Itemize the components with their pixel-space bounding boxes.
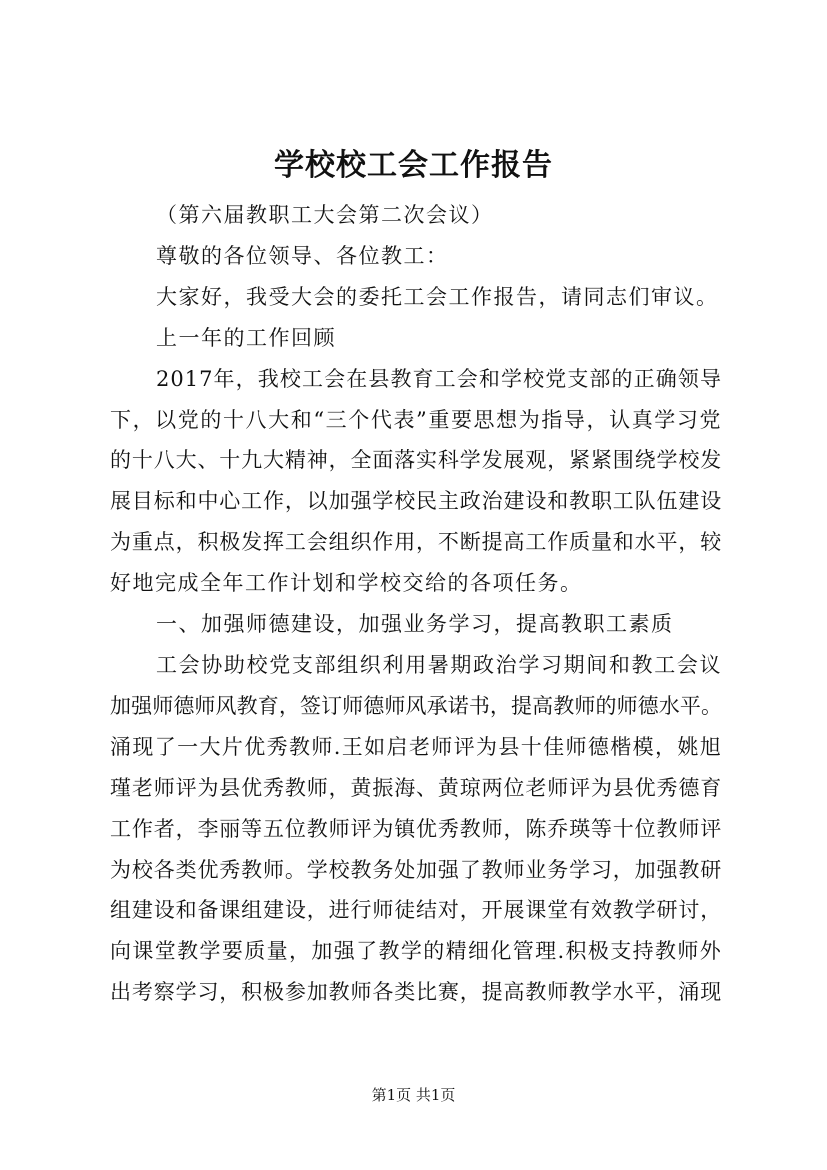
body-line: 向课堂教学要质量，加强了教学的精细化管理.积极支持教师外 — [110, 939, 722, 964]
body-line: （第六届教职工大会第二次会议） — [156, 203, 494, 227]
body-line: 大家好，我受大会的委托工会工作报告，请同志们审议。 — [156, 284, 719, 309]
body-line: 上一年的工作回顾 — [156, 325, 336, 350]
body-line: 工会协助校党支部组织利用暑期政治学习期间和教工会议 — [156, 652, 722, 677]
page-footer: 第1页 共1页 — [371, 1086, 456, 1104]
body-line: 一、加强师德建设，加强业务学习，提高教职工素质 — [156, 612, 674, 637]
body-line: 组建设和备课组建设，进行师徒结对，开展课堂有效教学研讨， — [110, 898, 722, 923]
body-line: 为校各类优秀教师。学校教务处加强了教师业务学习，加强教研 — [110, 857, 722, 882]
document-title: 学校校工会工作报告 — [274, 148, 553, 183]
body-line: 好地完成全年工作计划和学校交给的各项任务。 — [110, 571, 583, 596]
body-line: 下，以党的十八大和“三个代表”重要思想为指导，认真学习党 — [110, 407, 722, 432]
body-line: 展目标和中心工作，以加强学校民主政治建设和教职工队伍建设 — [110, 489, 722, 514]
document-body — [110, 195, 722, 1013]
body-line: 为重点，积极发挥工会组织作用，不断提高工作质量和水平，较 — [110, 530, 722, 555]
body-line: 瑾老师评为县优秀教师，黄振海、黄琼两位老师评为县优秀德育 — [110, 775, 722, 800]
body-line: 2017年，我校工会在县教育工会和学校党支部的正确领导 — [156, 366, 722, 391]
body-line: 加强师德师风教育，签订师德师风承诺书，提高教师的师德水平。 — [110, 693, 722, 718]
body-line: 涌现了一大片优秀教师.王如启老师评为县十佳师德楷模，姚旭 — [110, 734, 722, 759]
body-line: 工作者，李丽等五位教师评为镇优秀教师，陈乔瑛等十位教师评 — [110, 816, 722, 841]
body-line: 尊敬的各位领导、各位教工： — [156, 243, 449, 268]
body-line: 出考察学习，积极参加教师各类比赛，提高教师教学水平，涌现 — [110, 980, 722, 1005]
body-line: 的十八大、十九大精神，全面落实科学发展观，紧紧围绕学校发 — [110, 448, 722, 473]
